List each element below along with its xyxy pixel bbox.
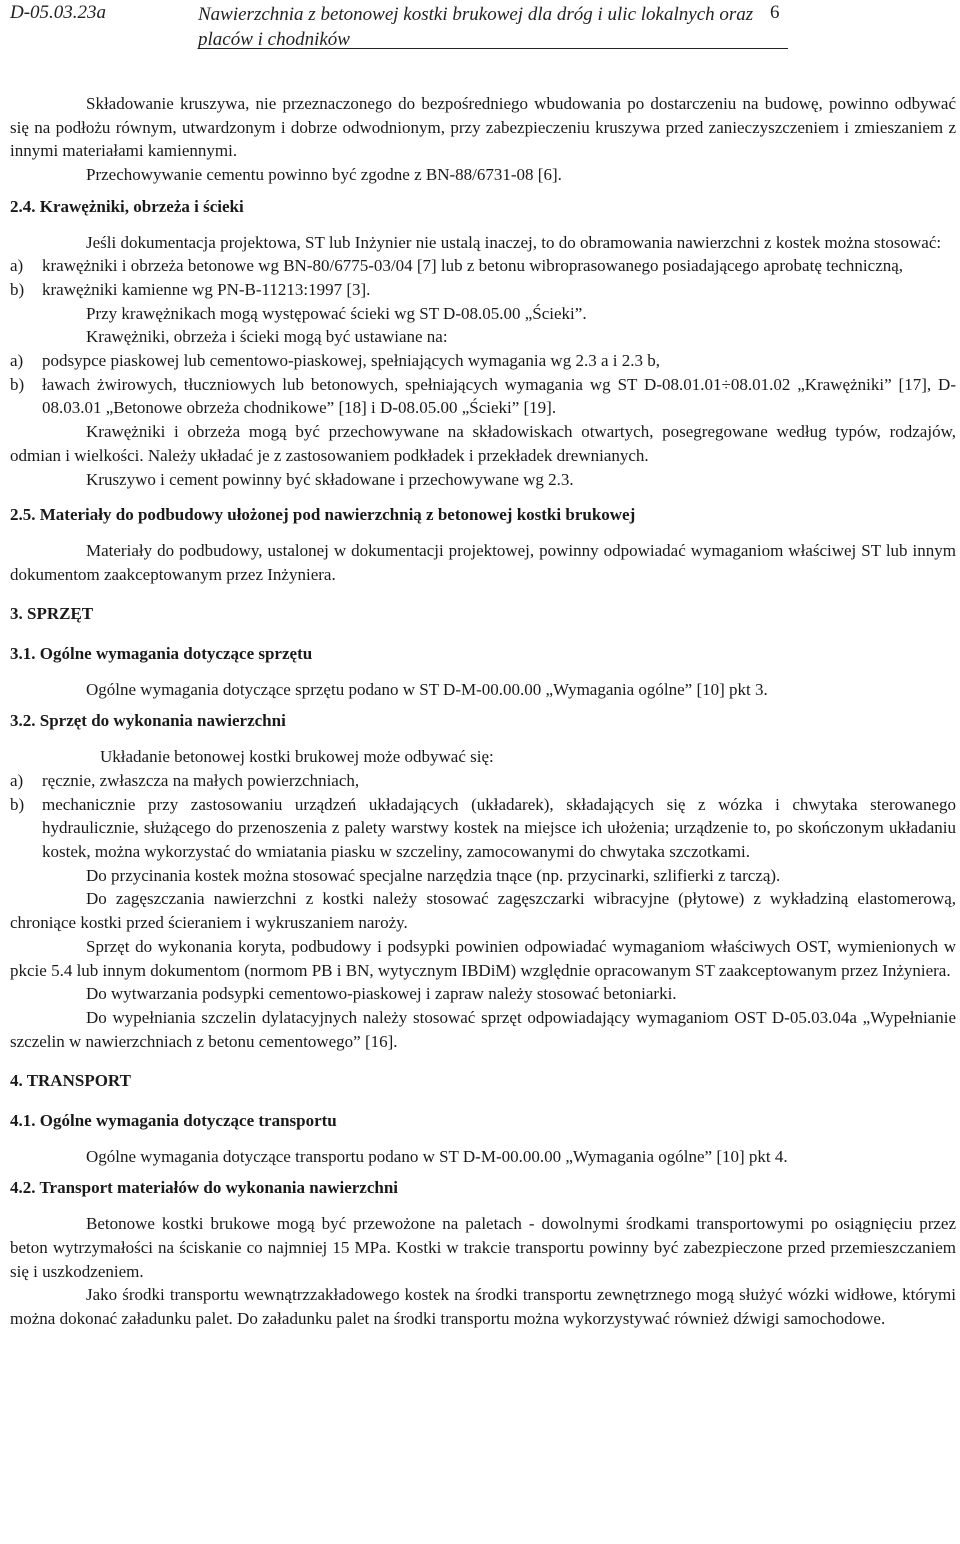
- section-heading-3-2: 3.2. Sprzęt do wykonania nawierzchni: [10, 711, 286, 731]
- section-heading-2-5: 2.5. Materiały do podbudowy ułożonej pod nawierzchnią z betonowej kostki brukowej: [10, 505, 636, 525]
- section-heading-4-1: 4.1. Ogólne wymagania dotyczące transportu: [10, 1111, 337, 1131]
- paragraph: Jeśli dokumentacja projektowa, ST lub Inżynier nie ustalą inaczej, to do obramowania nawierzchni z kostek można stosować:: [86, 232, 942, 252]
- document-code: D-05.03.23a: [10, 2, 107, 23]
- paragraph: Jako środki transportu wewnątrzzakładowego kostek na środki transportu zewnętrznego mogą służyć wózki widłowe, którymi można dokonać załadunku palet. Do załadunku palet na środki transportu można wykorzystywać również dźwigi samochodowe.: [10, 1285, 956, 1328]
- paragraph: Krawężniki i obrzeża mogą być przechowywane na składowiskach otwartych, posegregowane według typów, rodzajów, odmian i wielkości. Należy układać je z zastosowaniem podkładek i przekładek drewnianych.: [10, 422, 956, 465]
- paragraph: Przechowywanie cementu powinno być zgodne z BN-88/6731-08 [6].: [86, 165, 562, 185]
- list-text: mechanicznie przy zastosowaniu urządzeń układających (układarek), składających się z wózka i chwytaka sterowanego hydraulicznie, służącego do przenoszenia z palety warstwy kostek na miejsce ich ułożenia; urządzenie to, po skończonym układaniu kostek, można wykorzystać do wmiatania piasku w szczeliny, zamocowanymi do chwytaka szczotkami.: [42, 794, 956, 861]
- paragraph: Betonowe kostki brukowe mogą być przewożone na paletach - dowolnymi środkami transportowymi po osiągnięciu przez beton wytrzymałości na ściskanie co najmniej 15 MPa. Kostki w trakcie transportu powinny być zabezpieczone przed przemieszczaniem się i uszkodzeniem.: [10, 1214, 956, 1281]
- paragraph: Materiały do podbudowy, ustalonej w dokumentacji projektowej, powinny odpowiadać wymaganiom właściwej ST lub innym dokumentom zaakceptowanym przez Inżyniera.: [10, 540, 956, 584]
- page-number: 6: [770, 2, 780, 23]
- page-header: [0, 0, 960, 52]
- list-text: krawężniki kamienne wg PN-B-11213:1997 [3].: [42, 279, 371, 299]
- paragraph: Układanie betonowej kostki brukowej może odbywać się:: [100, 747, 494, 767]
- paragraph: Ogólne wymagania dotyczące sprzętu podano w ST D-M-00.00.00 „Wymagania ogólne” [10] pkt 3.: [86, 679, 768, 699]
- list-item: [10, 254, 956, 278]
- section-heading-2-4: 2.4. Krawężniki, obrzeża i ścieki: [10, 196, 244, 216]
- list-item: [10, 278, 956, 302]
- list-marker: b): [10, 794, 25, 814]
- document-body: [10, 92, 956, 1331]
- list-marker: b): [10, 279, 25, 299]
- list-item: [10, 793, 956, 864]
- paragraph: Składowanie kruszywa, nie przeznaczonego do bezpośredniego wbudowania po dostarczeniu na budowę, powinno odbywać się na podłożu równym, utwardzonym i dobrze odwodnionym, przy zabezpieczeniu kruszywa przed zanieczyszczeniem i zmieszaniem z innymi materiałami kamiennymi.: [10, 94, 956, 161]
- list-marker: b): [10, 374, 25, 394]
- paragraph: Do zagęszczania nawierzchni z kostki należy stosować zagęszczarki wibracyjne (płytowe) z wykładziną elastomerową, chroniące kostki przed ścieraniem i wykruszaniem naroży.: [10, 889, 956, 933]
- header-rule: [198, 48, 788, 49]
- section-heading-3-1: 3.1. Ogólne wymagania dotyczące sprzętu: [10, 644, 313, 664]
- list-item: [10, 349, 956, 373]
- list-marker: a): [10, 351, 24, 371]
- section-heading-4: 4. TRANSPORT: [10, 1071, 131, 1091]
- paragraph: Krawężniki, obrzeża i ścieki mogą być ustawiane na:: [86, 327, 448, 347]
- section-heading-3: 3. SPRZĘT: [10, 604, 94, 624]
- paragraph: Do wytwarzania podsypki cementowo-piaskowej i zapraw należy stosować betoniarki.: [86, 984, 677, 1004]
- paragraph: Do przycinania kostek można stosować specjalne narzędzia tnące (np. przycinarki, szlifierki z tarczą).: [86, 865, 781, 885]
- list-text: ręcznie, zwłaszcza na małych powierzchniach,: [42, 770, 360, 790]
- paragraph: Ogólne wymagania dotyczące transportu podano w ST D-M-00.00.00 „Wymagania ogólne” [10] pkt 4.: [86, 1146, 788, 1166]
- section-heading-4-2: 4.2. Transport materiałów do wykonania nawierzchni: [10, 1178, 399, 1198]
- list-item: [10, 373, 956, 420]
- list-marker: a): [10, 256, 24, 276]
- list-text: podsypce piaskowej lub cementowo-piaskowej, spełniających wymagania wg 2.3 a i 2.3 b,: [42, 351, 660, 371]
- paragraph: Do wypełniania szczelin dylatacyjnych należy stosować sprzęt odpowiadający wymaganiom OST D-05.03.04a „Wypełnianie szczelin w nawierzchniach z betonu cementowego” [16].: [10, 1007, 956, 1051]
- list-text: ławach żwirowych, tłuczniowych lub betonowych, spełniających wymagania wg ST D-08.01.01÷08.01.02 „Krawężniki” [17], D-08.03.01 „Betonowe obrzeża chodnikowe” [18] i D-08.05.00 „Ścieki” [19].: [42, 374, 956, 418]
- paragraph: Kruszywo i cement powinny być składowane i przechowywane wg 2.3.: [86, 469, 574, 489]
- list-marker: a): [10, 770, 24, 790]
- list-text: krawężniki i obrzeża betonowe wg BN-80/6775-03/04 [7] lub z betonu wibroprasowanego posiadającego aprobatę techniczną,: [42, 256, 904, 276]
- paragraph: Sprzęt do wykonania koryta, podbudowy i podsypki powinien odpowiadać wymaganiom właściwych OST, wymienionych w pkcie 5.4 lub innym dokumentom (normom PB i BN, wytycznym IBDiM) względnie opracowanym ST zaakceptowanym przez Inżyniera.: [10, 936, 956, 980]
- document-title: Nawierzchnia z betonowej kostki brukowej dla dróg i ulic lokalnych oraz placów i chodników: [198, 4, 754, 50]
- paragraph: Przy krawężnikach mogą występować ścieki wg ST D-08.05.00 „Ścieki”.: [86, 303, 587, 323]
- list-item: [10, 769, 956, 793]
